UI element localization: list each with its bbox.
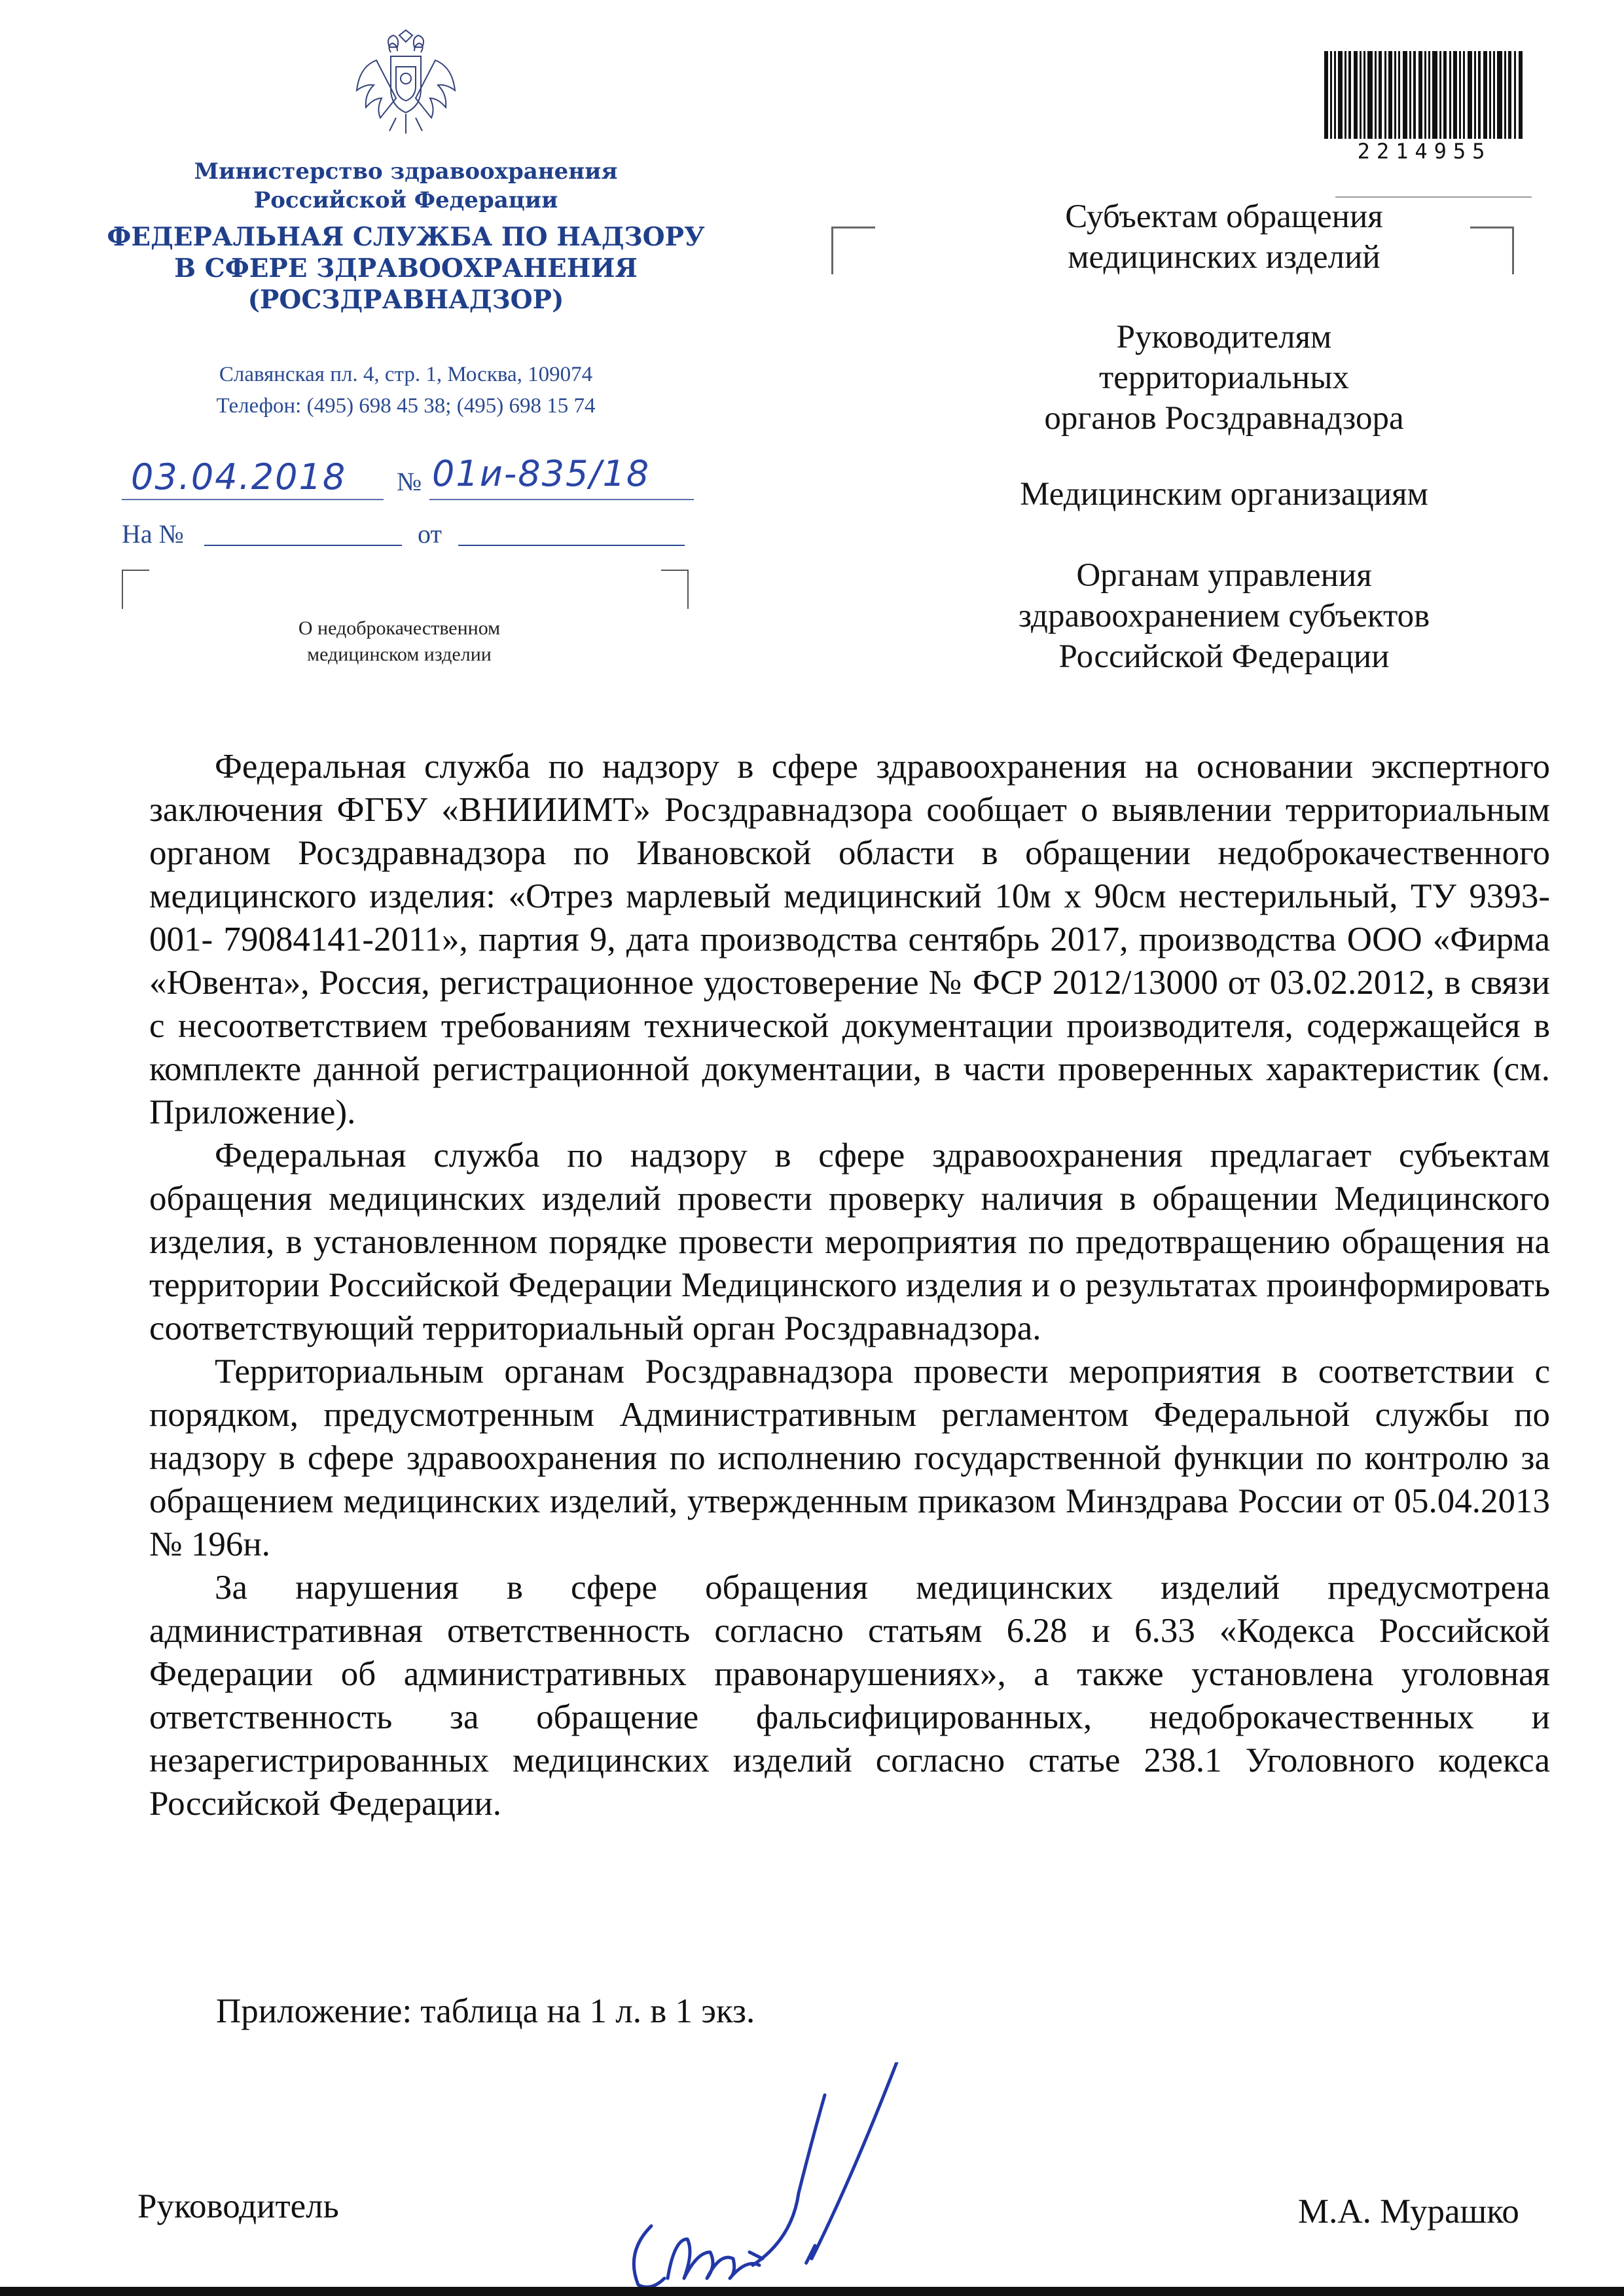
subject-bracket-right — [661, 570, 689, 609]
handwritten-signature — [589, 2062, 982, 2296]
subject-line-2: медицинском изделии — [307, 644, 492, 665]
date-underline — [122, 499, 384, 500]
subject-caption — [236, 615, 563, 668]
ministry-line-1: Министерство здравоохранения — [194, 158, 618, 185]
scan-bottom-edge — [0, 2287, 1624, 2296]
addressee-1-line-1: Субъектам обращения — [1065, 198, 1383, 235]
addressee-2-line-1: Руководителям — [1116, 319, 1332, 355]
body-paragraph-1: Федеральная служба по надзору в сфере здравоохранения на основании экспертного заключения ФГБУ «ВНИИИМТ» Росздравнадзора сообщает о выявлении территориальным органом Росздравнадзора по Ивановской области в обращении недоброкачественного медицинского изделия: «Отрез марлевый медицинский 10м х 90см нестерильный, ТУ 9393-001- 79084141-2011», партия 9, дата производства сентябрь 2017, производства ООО «Фирма «Ювента», Россия, регистрационное удостоверение № ФСР 2012/13000 от 03.02.2012, в связи с несоответствием требованиям технической документации производителя, содержащейся в комплекте данной регистрационной документации, в части проверенных характеристик (см. Приложение). — [149, 748, 1550, 1131]
addressee-2-line-3: органов Росздравнадзора — [1044, 400, 1404, 437]
signatory-name: М.А. Мурашко — [1298, 2193, 1519, 2231]
ministry-name — [131, 157, 681, 215]
addressee-4-line-2: здравоохранением субъектов — [1018, 598, 1430, 634]
addressee-block-3 — [929, 474, 1519, 515]
ministry-line-2: Российской Федерации — [253, 187, 558, 213]
coat-of-arms-icon — [350, 27, 461, 139]
barcode-number: 2214955 — [1357, 139, 1492, 164]
reply-to-blank — [204, 545, 402, 546]
body-paragraph-3: Территориальным органам Росздравнадзора провести мероприятия в соответствии с порядком, предусмотренным Административным регламентом Федеральной службы по надзору в сфере здравоохранения по исполнению государственной функции по контролю за обращением медицинских изделий, утвержденным приказом Минздрава России от 05.04.2013 № 196н. — [149, 1353, 1550, 1563]
addressee-bracket-left — [831, 227, 875, 274]
reply-from-label: от — [418, 519, 442, 549]
addressee-block-4 — [929, 555, 1519, 677]
addressee-4-line-3: Российской Федерации — [1058, 638, 1390, 675]
addressee-3-line-1: Медицинским организациям — [1020, 476, 1428, 513]
signatory-title: Руководитель — [137, 2187, 339, 2225]
letterhead-address: Славянская пл. 4, стр. 1, Москва, 109074 — [219, 363, 593, 386]
barcode — [1324, 51, 1525, 139]
addressee-1-line-2: медицинских изделий — [1068, 239, 1380, 276]
body-paragraph-2: Федеральная служба по надзору в сфере здравоохранения предлагает субъектам обращения медицинских изделий провести проверку наличия в обращении Медицинского изделия, в установленном порядке провести мероприятия по предотвращению обращения на территории Российской Федерации Медицинского изделия и о результатах проинформировать соответствующий территориальный орган Росздравнадзора. — [149, 1137, 1550, 1347]
reply-to-label: На № — [122, 519, 184, 549]
body-paragraph-4: За нарушения в сфере обращения медицинских изделий предусмотрена административная ответственность согласно статьям 6.28 и 6.33 «Кодекса Российской Федерации об административных правонарушениях», а также установлена уголовная ответственность за обращение фальсифицированных, недоброкачественных и незарегистрированных медицинских изделий согласно статье 238.1 Уголовного кодекса Российской Федерации. — [149, 1569, 1550, 1823]
registration-number-mark: № — [397, 467, 422, 496]
addressee-block-2 — [929, 317, 1519, 439]
subject-line-1: О недоброкачественном — [298, 617, 501, 639]
service-name — [105, 221, 707, 316]
subject-bracket-left — [122, 570, 149, 609]
addressee-2-line-2: территориальных — [1099, 359, 1349, 396]
registration-date: 03.04.2018 — [131, 456, 347, 498]
addressee-block-1 — [929, 196, 1519, 278]
registration-number: 01и-835/18 — [432, 453, 651, 494]
letterhead-contacts — [131, 359, 681, 422]
service-line-2: В СФЕРЕ ЗДРАВООХРАНЕНИЯ — [174, 253, 638, 283]
service-line-1: ФЕДЕРАЛЬНАЯ СЛУЖБА ПО НАДЗОРУ — [107, 222, 705, 252]
letterhead-phone: Телефон: (495) 698 45 38; (495) 698 15 74 — [216, 394, 596, 418]
letter-body — [149, 745, 1550, 1825]
attachment-note: Приложение: таблица на 1 л. в 1 экз. — [216, 1992, 755, 2030]
number-underline — [429, 499, 694, 500]
addressee-4-line-1: Органам управления — [1076, 557, 1372, 594]
service-line-3: (РОСЗДРАВНАДЗОР) — [247, 285, 564, 315]
reply-from-blank — [458, 545, 685, 546]
